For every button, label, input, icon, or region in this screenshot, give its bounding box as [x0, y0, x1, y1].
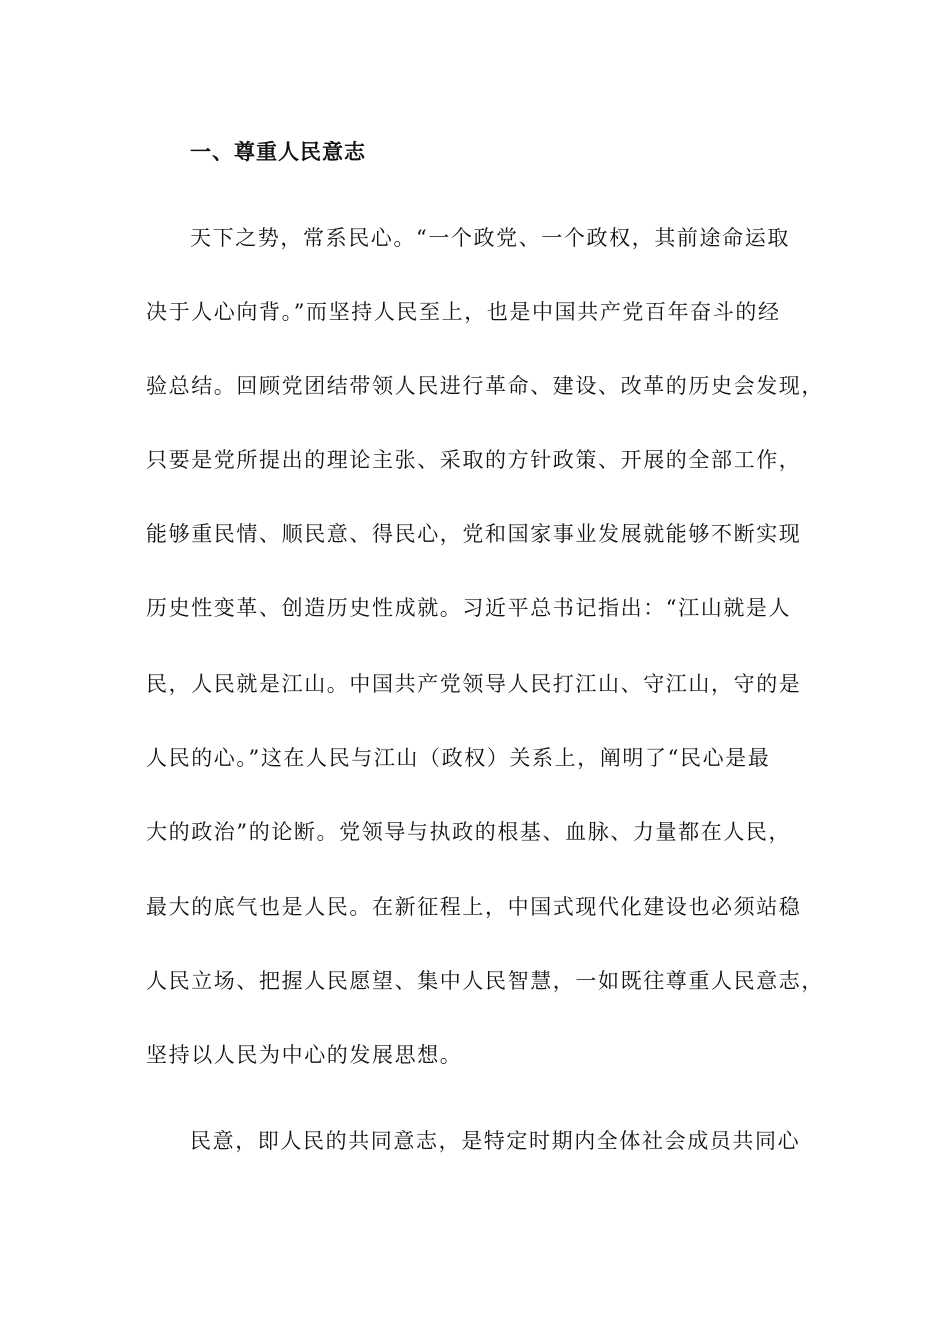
paragraph-line: 人民立场、把握人民愿望、集中人民智慧，一如既往尊重人民意志， — [146, 969, 824, 993]
paragraph-line: 民意，即人民的共同意志，是特定时期内全体社会成员共同心 — [190, 1129, 801, 1153]
paragraph-line: 只要是党所提出的理论主张、采取的方针政策、开展的全部工作， — [146, 448, 802, 472]
paragraph-line: 人民的心。”这在人民与江山（政权）关系上，阐明了“民心是最 — [146, 746, 771, 770]
paragraph-line: 历史性变革、创造历史性成就。习近平总书记指出：“江山就是人 — [146, 596, 792, 620]
paragraph-line: 大的政治”的论断。党领导与执政的根基、血脉、力量都在人民， — [146, 820, 792, 844]
paragraph-line: 能够重民情、顺民意、得民心，党和国家事业发展就能够不断实现 — [146, 522, 802, 546]
paragraph-line: 决于人心向背。”而坚持人民至上，也是中国共产党百年奋斗的经 — [146, 300, 781, 324]
section-heading: 一、尊重人民意志 — [190, 139, 366, 164]
paragraph-line: 天下之势，常系民心。“一个政党、一个政权，其前途命运取 — [190, 226, 790, 250]
paragraph-line: 最大的底气也是人民。在新征程上，中国式现代化建设也必须站稳 — [146, 895, 802, 919]
paragraph-line: 验总结。回顾党团结带领人民进行革命、建设、改革的历史会发现， — [146, 374, 824, 398]
paragraph-line: 坚持以人民为中心的发展思想。 — [146, 1043, 463, 1067]
paragraph-line: 民，人民就是江山。中国共产党领导人民打江山、守江山，守的是 — [146, 672, 802, 696]
